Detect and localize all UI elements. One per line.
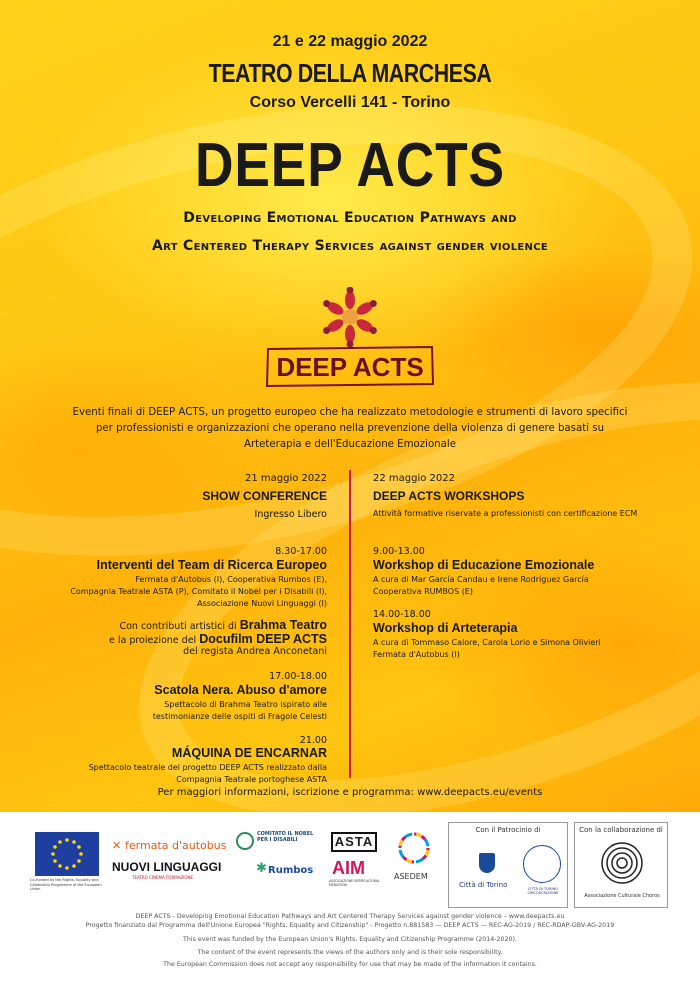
venue-address: Corso Vercelli 141 - Torino: [249, 94, 451, 111]
event-title: Workshop di Educazione Emozionale: [373, 558, 595, 572]
footer-fine-print: The content of the event represents the views of the authors only and is their sole responsibility.: [197, 949, 503, 956]
column-divider: [349, 470, 351, 778]
event-time: 21.00: [299, 735, 327, 746]
nuovi-linguaggi-sub: TEATRO CINEMA FORMAZIONE: [132, 875, 193, 880]
event-detail: testimonianze delle ospiti di Fragole Celesti: [152, 712, 327, 721]
asedem-icon: [396, 830, 432, 866]
footer-fine-print: This event was funded by the European Union's Rights, Equality and Citizenship Programme (2014-2020).: [182, 936, 518, 943]
footer-fine-print: DEEP ACTS - Developing Emotional Education Pathways and Art Centered Therapy Services against gender violence – www.deepacts.eu: [135, 913, 565, 920]
artistic-contributions: [119, 618, 327, 632]
collaborazione-label: Con la collaborazione di: [579, 826, 663, 834]
collaborazione-box: [574, 822, 668, 908]
contrib-bold: Docufilm DEEP ACTS: [199, 632, 327, 646]
fermata-text: fermata d'autobus: [125, 839, 227, 852]
venue-name: TEATRO DELLA MARCHESA: [208, 58, 492, 88]
director-line: del regista Andrea Anconetani: [183, 646, 327, 657]
aim-sub: ASSOCIAZIONE INTERCULTURAL MEDIATION: [329, 879, 380, 887]
logo-text: DEEP ACTS: [276, 352, 424, 382]
patrocinio-box: [448, 822, 568, 908]
contrib-text: e la proiezione del: [108, 635, 200, 646]
day1-note: Ingresso Libero: [254, 509, 327, 520]
day1-title: SHOW CONFERENCE: [202, 489, 327, 503]
footer: [0, 812, 700, 990]
event-detail: Compagnia Teatrale portoghese ASTA: [176, 775, 327, 784]
event-detail: Spettacolo di Brahma Teatro ispirato alle: [164, 700, 327, 709]
event-detail: Spettacolo teatrale del progetto DEEP ACTS realizzato dalla: [88, 763, 327, 772]
event-title: Workshop di Arteterapia: [373, 621, 518, 635]
deep-acts-logo: [262, 287, 438, 392]
eu-flag-icon: [35, 832, 99, 876]
docufilm-line: [109, 632, 327, 646]
more-info-link[interactable]: Per maggiori informazioni, iscrizione e programma: www.deepacts.eu/events: [157, 787, 543, 798]
contrib-text: Con contributi artistici di: [119, 621, 240, 632]
contrib-bold: Brahma Teatro: [239, 618, 327, 632]
event-detail: Fermata d'Autobus (I), Cooperativa Rumbos (E),: [135, 575, 327, 584]
circoscrizione-icon: [523, 845, 561, 883]
intro-paragraph: Eventi finali di DEEP ACTS, un progetto europeo che ha realizzato metodologie e strumenti di lavoro specifici per professionisti e organizzazioni che operano nella prevenzione della violenza di genere basati su Arteterapia e dell'Educazione Emozionale: [72, 407, 628, 450]
nobel-icon: [236, 832, 254, 850]
event-detail: Cooperativa RUMBOS (E): [373, 587, 473, 596]
event-detail: Compagnia Teatrale ASTA (P), Comitato il Nobel per i Disabili (I),: [70, 587, 327, 596]
event-detail: Associazione Nuovi Linguaggi (I): [197, 599, 327, 608]
day2-note: Attività formative riservate a professionisti con certificazione ECM: [373, 509, 638, 518]
event-time: 9.00-13.00: [373, 546, 425, 557]
event-time: 17.00-18.00: [269, 671, 327, 682]
rumbos-logo: Rumbos: [268, 865, 314, 876]
page-title: DEEP ACTS: [195, 131, 505, 200]
footer-fine-print: Progetto finanziato dal Programma dell'Unione Europea "Rights, Equality and Citizenship" - Progetto n.881583 — DEEP ACTS — REC-AG-2019 / REC-RDAP-GBV-AG-2019: [85, 922, 615, 929]
event-title: MÁQUINA DE ENCARNAR: [171, 746, 327, 760]
event-title: Interventi del Team di Ricerca Europeo: [96, 558, 327, 572]
day2-date: 22 maggio 2022: [373, 473, 455, 484]
patrocinio-label: Con il Patrocinio di: [475, 826, 541, 834]
footer-fine-print: The European Commission does not accept any responsibility for use that may be made of the information it contains.: [163, 961, 537, 968]
event-time: 8.30-17.00: [275, 546, 327, 557]
aim-logo: AIM: [332, 858, 365, 878]
eu-caption: Co-funded by the Rights, Equality and Citizenship Programme of the European Union: [30, 878, 102, 891]
fermata-icon: ✕: [112, 839, 126, 852]
torino-crest-icon: [479, 853, 495, 873]
event-detail: A cura di Tommaso Calore, Carola Lorio e Simona Olivieri: [373, 638, 601, 647]
subtitle-line-2: Art Centered Therapy Services against gender violence: [152, 238, 548, 254]
torino-label: Città di Torino: [459, 881, 508, 889]
event-title: Scatola Nera. Abuso d'amore: [154, 683, 327, 697]
event-date: 21 e 22 maggio 2022: [272, 33, 428, 50]
asta-logo: ASTA: [331, 832, 377, 852]
day1-date: 21 maggio 2022: [245, 473, 327, 484]
fermata-logo: [112, 839, 226, 852]
nobel-logo: COMITATO IL NOBEL PER I DISABILI: [257, 831, 314, 843]
circoscrizione-label: CITTÀ DI TORINO CIRCOSCRIZIONE: [527, 887, 559, 896]
labyrinth-icon: [600, 841, 644, 885]
subtitle-line-1: Developing Emotional Education Pathways and: [183, 210, 517, 226]
day2-title: DEEP ACTS WORKSHOPS: [373, 489, 525, 503]
nuovi-linguaggi-logo: NUOVI LINGUAGGI: [112, 860, 222, 874]
event-detail: Fermata d'Autobus (I): [373, 650, 460, 659]
choros-label: Associazione Culturale Choros: [584, 893, 660, 899]
rumbos-icon: ✱: [256, 861, 267, 876]
event-time: 14.00-18.00: [373, 609, 431, 620]
event-detail: A cura di Mar García Candau e Irene Rodríguez García: [373, 575, 589, 584]
asedem-logo: ASEDEM: [394, 872, 428, 881]
